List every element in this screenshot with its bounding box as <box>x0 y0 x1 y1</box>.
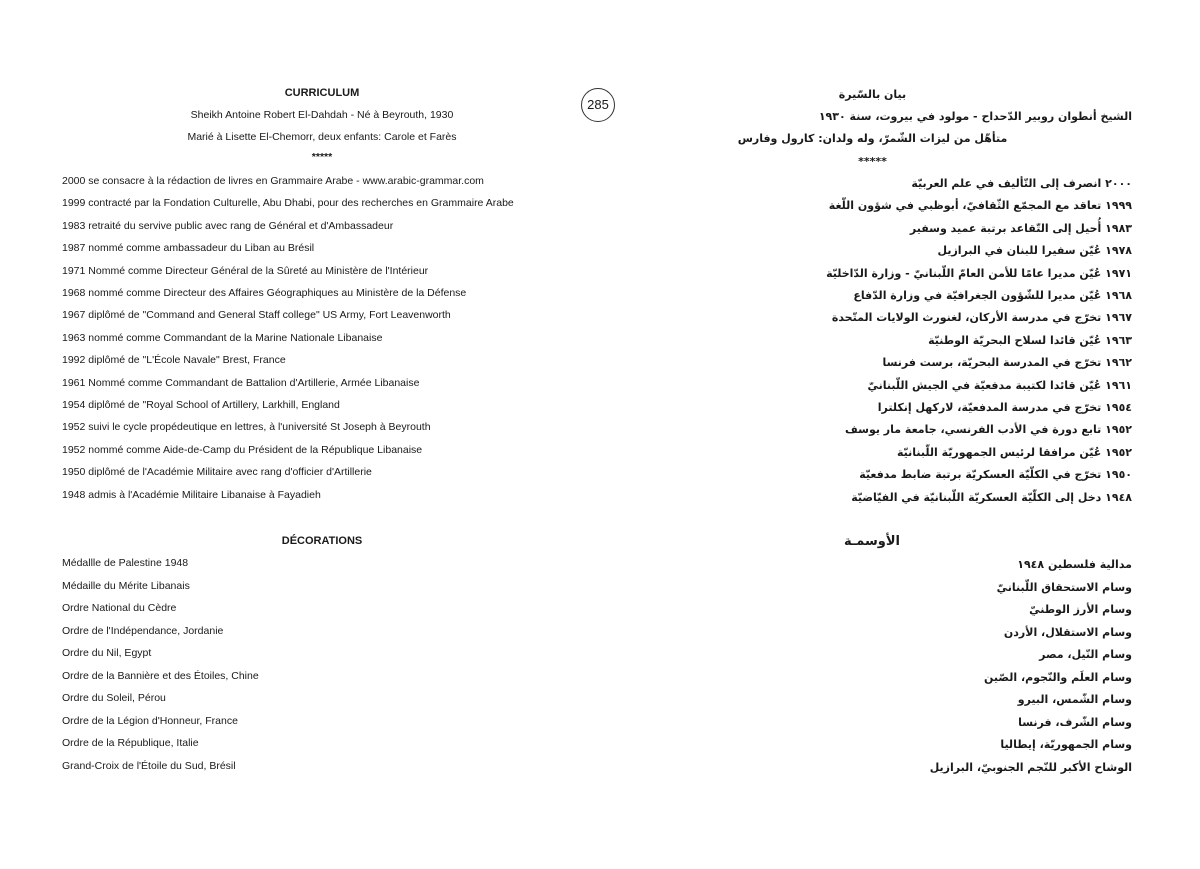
arabic-stars-divider: ***** <box>858 155 887 168</box>
arabic-name-line: الشيخ أنطوان روبير الدّحداح - مولود في بيروت، سنة ١٩٣٠ <box>818 110 1132 123</box>
arabic-career-entry: ١٩٧١ عُيّن مديرا عامًا للأمن العامّ اللّبنانيّ - وزارة الدّاخليّة <box>826 266 1132 280</box>
arabic-career-entry: ١٩٦٨ عُيّن مديرا للشّؤون الجغرافيّة في وزارة الدّفاع <box>853 289 1132 302</box>
arabic-column <box>700 0 1132 869</box>
decoration-entry: Ordre de la Légion d'Honneur, France <box>62 714 238 727</box>
arabic-career-entry: ١٩٦١ عُيّن قائدا لكتيبة مدفعيّة في الجيش اللّبنانيّ <box>867 378 1132 392</box>
arabic-career-entry: ٢٠٠٠ انصرف إلى التّأليف في علم العربيّة <box>911 177 1132 190</box>
career-entry: 1971 Nommé comme Directeur Général de la Sûreté au Ministère de l'Intérieur <box>62 264 429 277</box>
decorations-title: DÉCORATIONS <box>281 535 363 547</box>
career-entry: 1983 retraité du servive public avec rang de Général et d'Ambassadeur <box>62 219 394 232</box>
career-entry: 1987 nommé comme ambassadeur du Liban au Brésil <box>62 242 315 255</box>
decoration-entry: Médaille du Mérite Libanais <box>62 579 190 592</box>
career-entry: 1967 diplômé de "Command and General Staff college" US Army, Fort Leavenworth <box>62 309 451 322</box>
decoration-entry: Ordre National du Cèdre <box>62 602 177 614</box>
arabic-family-line: متأهّل من ليزات الشّمرّ، وله ولدان: كارول وفارس <box>737 132 1008 145</box>
arabic-career-entry: ١٩٧٨ عُيّن سفيرا للبنان في البرازيل <box>937 244 1132 258</box>
arabic-decoration-entry: وسام الشّرف، فرنسا <box>1018 715 1132 729</box>
decoration-entry: Ordre du Soleil, Pérou <box>62 692 166 704</box>
french-column <box>62 0 582 869</box>
decoration-entry: Grand-Croix de l'Étoile du Sud, Brésil <box>62 759 236 772</box>
arabic-decoration-entry: وسام الجمهوريّة، إيطاليا <box>1000 738 1132 751</box>
arabic-decorations-title: الأوسمـة <box>843 534 900 549</box>
arabic-career-entry: ١٩٥٤ تخرّج في مدرسة المدفعيّة، لاركهل إنكلترا <box>877 401 1132 414</box>
stars-divider: ***** <box>311 151 333 163</box>
decoration-entry: Ordre de la Bannière et des Étoiles, Chine <box>62 669 259 682</box>
arabic-career-entry: ١٩٥٢ عُيّن مرافقا لرئيس الجمهوريّة اللّبنانيّة <box>896 445 1132 459</box>
decoration-entry: Ordre de la République, Italie <box>62 737 199 749</box>
decoration-entry: Ordre du Nil, Egypt <box>62 647 152 659</box>
arabic-career-entry: ١٩٦٣ عُيّن قائدا لسلاح البحريّة الوطنيّة <box>928 333 1132 347</box>
arabic-decoration-entry: وسام الاستقلال، الأردن <box>1003 625 1132 639</box>
arabic-decoration-entry: وسام الشّمس، البيرو <box>1017 693 1132 706</box>
family-line: Marié à Lisette El-Chemorr, deux enfants: Carole et Farès <box>187 131 457 143</box>
arabic-decoration-entry: وسام الأرز الوطنيّ <box>1029 603 1132 616</box>
arabic-career-entry: ١٩٥٢ تابع دورة في الأدب الفرنسي، جامعة مار يوسف <box>845 423 1132 437</box>
arabic-career-entry: ١٩٨٣ أُحيل إلى التّقاعد برتبة عميد وسفير <box>909 221 1132 235</box>
arabic-career-entry: ١٩٦٧ تخرّج في مدرسة الأركان، لغنورث الولايات المتّحدة <box>831 311 1132 325</box>
curriculum-title: CURRICULUM <box>284 87 360 99</box>
arabic-decoration-entry: مدالية فلسطين ١٩٤٨ <box>1017 558 1132 571</box>
career-entry: 1999 contracté par la Fondation Culturelle, Abu Dhabi, pour des recherches en Grammaire Arabe <box>62 197 514 210</box>
decoration-entry: Médallle de Palestine 1948 <box>62 557 189 569</box>
decoration-entry: Ordre de l'Indépendance, Jordanie <box>62 624 224 637</box>
career-entry: 1961 Nommé comme Commandant de Battalion d'Artillerie, Armée Libanaise <box>62 376 420 389</box>
career-entry: 1948 admis à l'Académie Militaire Libanaise à Fayadieh <box>62 488 321 501</box>
career-entry: 1968 nommé comme Directeur des Affaires Géographiques au Ministère de la Défense <box>62 287 467 299</box>
arabic-decoration-entry: وسام الاستحقاق اللّبنانيّ <box>996 580 1132 594</box>
name-line: Sheikh Antoine Robert El-Dahdah - Né à Beyrouth, 1930 <box>190 109 454 121</box>
arabic-career-entry: ١٩٦٢ تخرّج في المدرسة البحريّة، برست فرنسا <box>882 356 1132 370</box>
career-entry: 2000 se consacre à la rédaction de livres en Grammaire Arabe - www.arabic-grammar.com <box>62 175 484 187</box>
career-entry: 1950 diplômé de l'Académie Militaire avec rang d'officier d'Artillerie <box>62 466 372 479</box>
arabic-career-entry: ١٩٩٩ تعاقد مع المجمّع الثّقافيّ، أبوظبي في شؤون اللّغة <box>828 199 1132 213</box>
arabic-decoration-entry: وسام العلَم والنّجوم، الصّين <box>984 670 1132 684</box>
career-entry: 1963 nommé comme Commandant de la Marine Nationale Libanaise <box>62 331 383 344</box>
arabic-title: بيان بالسّيرة <box>838 88 907 101</box>
career-entry: 1992 diplômé de "L'École Navale" Brest, France <box>62 354 286 367</box>
arabic-career-entry: ١٩٥٠ تخرّج في الكلّيّة العسكريّة برتبة ضابط مدفعيّة <box>859 468 1132 482</box>
career-entry: 1952 nommé comme Aide-de-Camp du Président de la République Libanaise <box>62 443 423 456</box>
career-entry: 1954 diplômé de "Royal School of Artillery, Larkhill, England <box>62 399 340 411</box>
career-entry: 1952 suivi le cycle propédeutique en lettres, à l'université St Joseph à Beyrouth <box>62 421 431 434</box>
arabic-decoration-entry: الوشاح الأكبر للنّجم الجنوبيّ، البرازيل <box>929 760 1132 774</box>
arabic-decoration-entry: وسام النّيل، مصر <box>1039 648 1132 661</box>
arabic-career-entry: ١٩٤٨ دخل إلى الكلّيّة العسكريّة اللّبنانيّة في الفيّاضيّة <box>851 490 1132 504</box>
page-number-badge: 285 <box>581 88 615 122</box>
